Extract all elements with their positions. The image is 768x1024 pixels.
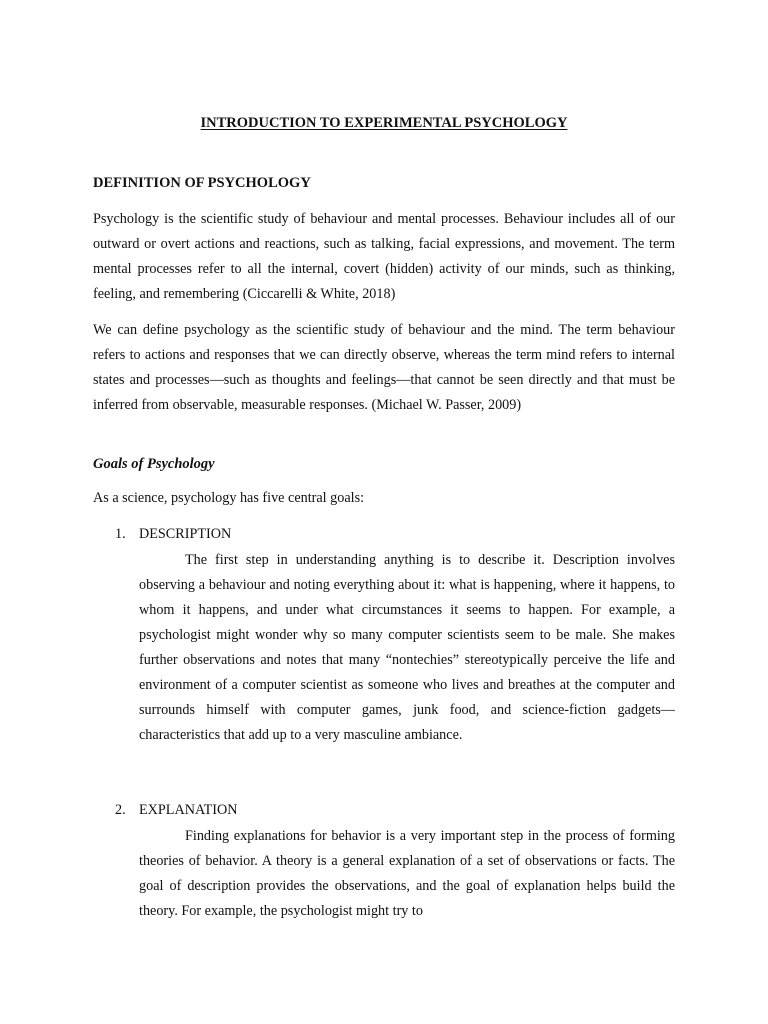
definition-paragraph-2: We can define psychology as the scientific study of behaviour and the mind. The term behaviour refers to actions and responses that we can directly observe, whereas the term mind refers to internal states and processes—such as thoughts and feelings—that cannot be seen directly and that must be inferred from observable, measurable responses. (Michael W. Passer, 2009) (93, 322, 675, 413)
goal-label: DESCRIPTION (139, 526, 232, 542)
goal-description: Finding explanations for behavior is a very important step in the process of forming theories of behavior. A theory is a general explanation of a set of observations or facts. The goal of description provides the observations, and the goal of explanation helps build the theory. For example, the psychologist might try to (139, 828, 675, 919)
goals-intro: As a science, psychology has five central goals: (93, 490, 365, 506)
document-title: INTRODUCTION TO EXPERIMENTAL PSYCHOLOGY (200, 115, 568, 131)
definition-paragraph-1: Psychology is the scientific study of behaviour and mental processes. Behaviour includes all of our outward or overt actions and reactions, such as talking, facial expressions, and movement. The term mental processes refer to all the internal, covert (hidden) activity of our minds, such as thinking, feeling, and remembering (Ciccarelli & White, 2018) (93, 211, 675, 302)
goal-label: EXPLANATION (139, 802, 238, 818)
goal-description: The first step in understanding anything is to describe it. Description involves observing a behaviour and noting everything about it: what is happening, where it happens, to whom it happens, and under what circumstances it seems to happen. For example, a psychologist might wonder why so many computer scientists seem to be male. She makes further observations and notes that many “nontechies” stereotypically perceive the life and environment of a computer scientist as someone who lives and breathes at the computer and surrounds himself with computer games, junk food, and science-fiction gadgets—characteristics that add up to a very masculine ambiance. (139, 552, 675, 743)
definition-heading: DEFINITION OF PSYCHOLOGY (93, 175, 311, 191)
goals-heading: Goals of Psychology (93, 456, 215, 472)
goal-number: 2. (115, 802, 126, 818)
goal-number: 1. (115, 526, 126, 542)
